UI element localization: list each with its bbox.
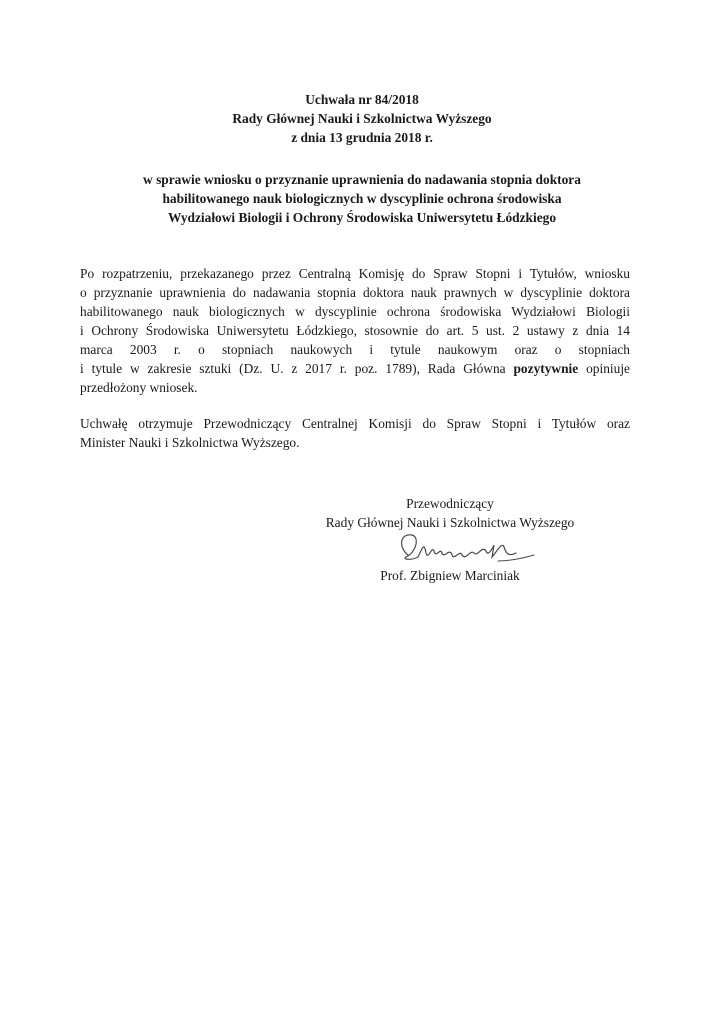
subject-line-2: habilitowanego nauk biologicznych w dyscyplinie ochrona środowiska	[162, 191, 562, 206]
paragraph-line: o przyznanie uprawnienia do nadawania stopnia doktora nauk prawnych w dyscyplinie doktora	[80, 285, 630, 300]
paragraph-line: i Ochrony Środowiska Uniwersytetu Łódzkiego, stosownie do art. 5 ust. 2 ustawy z dnia 14	[80, 323, 630, 338]
emphasis-positive: pozytywnie	[513, 361, 579, 376]
subject-line-3: Wydziałowi Biologii i Ochrony Środowiska Uniwersytetu Łódzkiego	[167, 210, 557, 225]
body-paragraph-1	[80, 264, 630, 397]
signatory-organization: Rady Głównej Nauki i Szkolnictwa Wyższego	[325, 515, 575, 530]
paragraph-line: habilitowanego nauk biologicznych w dyscyplinie ochrona środowiska Wydziałowi Biologii	[80, 304, 630, 319]
resolution-date: z dnia 13 grudnia 2018 r.	[291, 130, 433, 145]
paragraph-line: Uchwałę otrzymuje Przewodniczący Centralnej Komisji do Spraw Stopni i Tytułów oraz	[80, 416, 630, 431]
resolution-subject	[0, 170, 724, 227]
paragraph-line: marca 2003 r. o stopniach naukowych i tytule naukowym oraz o stopniach	[80, 342, 630, 357]
issuing-body: Rady Głównej Nauki i Szkolnictwa Wyższego	[232, 111, 492, 126]
paragraph-line: przedłożony wniosek.	[80, 380, 198, 395]
resolution-number: Uchwała nr 84/2018	[305, 92, 419, 107]
paragraph-line: Po rozpatrzeniu, przekazanego przez Centralną Komisję do Spraw Stopni i Tytułów, wniosku	[80, 266, 630, 281]
signatory-title: Przewodniczący	[406, 496, 494, 511]
signatory-name: Prof. Zbigniew Marciniak	[380, 568, 520, 583]
paragraph-line	[80, 359, 630, 378]
handwritten-signature	[390, 527, 540, 567]
subject-line-1: w sprawie wniosku o przyznanie uprawnienia do nadawania stopnia doktora	[143, 172, 581, 187]
paragraph-text: i tytule w zakresie sztuki (Dz. U. z 2017 r. poz. 1789), Rada Główna	[80, 361, 506, 376]
paragraph-line: Minister Nauki i Szkolnictwa Wyższego.	[80, 435, 300, 450]
body-paragraph-2	[80, 414, 630, 452]
paragraph-text: opiniuje	[586, 361, 630, 376]
resolution-header	[0, 90, 724, 147]
